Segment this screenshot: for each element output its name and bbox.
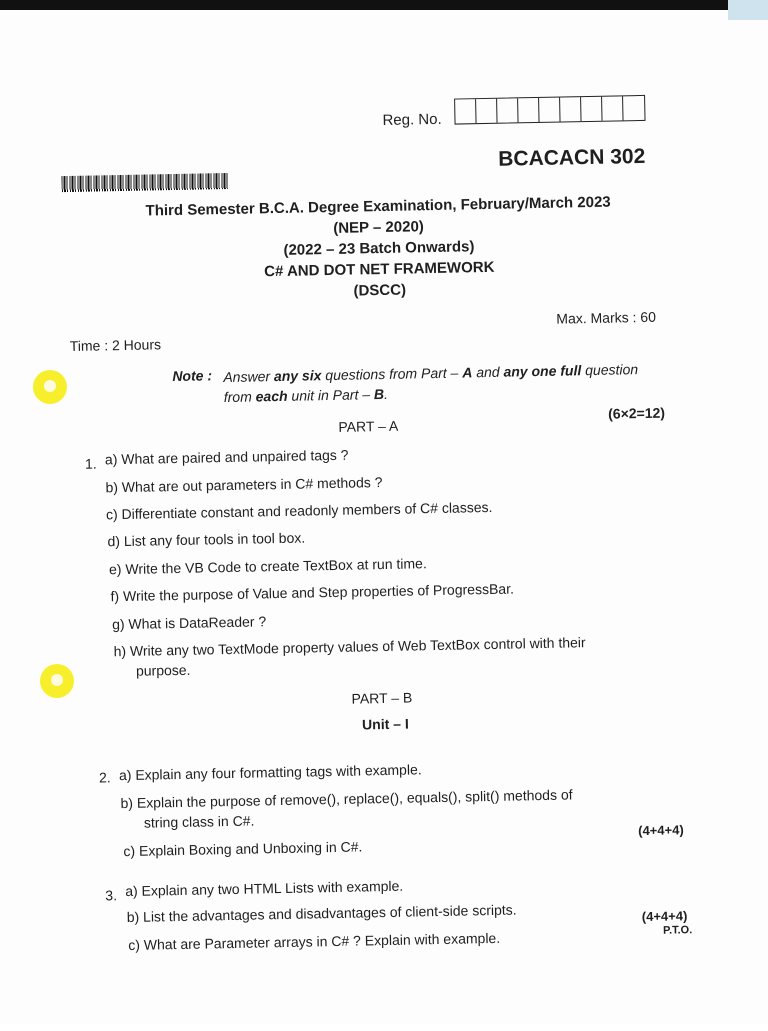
- note-line-1: Answer any six questions from Part – A and any one full question: [223, 361, 639, 386]
- reg-no-label: Reg. No.: [382, 110, 442, 129]
- unit-title: Unit – I: [361, 715, 409, 733]
- part-a-title: PART – A: [338, 417, 399, 435]
- time-allowed: Time : 2 Hours: [69, 336, 162, 355]
- question-item: c) Differentiate constant and readonly members of C# classes.: [105, 498, 493, 523]
- max-marks: Max. Marks : 60: [556, 308, 657, 327]
- part-a-marks: (6×2=12): [608, 404, 666, 422]
- batch: (2022 – 23 Batch Onwards): [283, 238, 475, 259]
- question-item: h) Write any two TextMode property values of Web TextBox control with their: [113, 634, 586, 660]
- exam-title: Third Semester B.C.A. Degree Examination, February/March 2023: [145, 193, 611, 220]
- reg-no-boxes: [454, 95, 645, 125]
- question-number: 1.: [84, 455, 97, 472]
- reg-no-box: [623, 96, 644, 120]
- question-item: c) Explain Boxing and Unboxing in C#.: [123, 838, 363, 860]
- pto-label: P.T.O.: [662, 924, 693, 937]
- question-item: a) Explain any two HTML Lists with example.: [125, 877, 404, 900]
- question-item: e) Write the VB Code to create TextBox at run time.: [108, 555, 427, 578]
- reg-no-box: [518, 98, 539, 122]
- question-item: f) Write the purpose of Value and Step properties of ProgressBar.: [110, 580, 515, 605]
- subject-title: C# AND DOT NET FRAMEWORK: [264, 258, 495, 281]
- note-label: Note :: [172, 367, 213, 385]
- question-item: b) Explain the purpose of remove(), replace(), equals(), split() methods of: [120, 786, 573, 812]
- question-item: b) What are out parameters in C# methods ?: [105, 474, 383, 496]
- reg-no-box: [539, 98, 560, 122]
- note-text: [223, 359, 638, 407]
- question-marks: (4+4+4): [638, 822, 684, 839]
- reg-no-box: [602, 96, 623, 120]
- paper-type: (DSCC): [353, 281, 407, 300]
- part-b-title: PART – B: [351, 689, 413, 707]
- reg-no-box: [455, 99, 476, 123]
- question-item: a) Explain any four formatting tags with example.: [118, 761, 422, 784]
- question-number: 3.: [105, 887, 118, 904]
- barcode: [61, 173, 227, 192]
- scheme: (NEP – 2020): [333, 218, 424, 237]
- question-item-continued: string class in C#.: [143, 812, 255, 831]
- note-line-2: from each unit in Part – B.: [223, 385, 389, 406]
- reg-no-box: [476, 99, 497, 123]
- question-number: 2.: [98, 769, 111, 786]
- reg-no-box: [581, 97, 602, 121]
- question-item: b) List the advantages and disadvantages of client-side scripts.: [126, 901, 517, 926]
- exam-header: [0, 189, 764, 309]
- reg-no-box: [497, 98, 518, 122]
- question-marks: (4+4+4): [641, 908, 688, 925]
- reg-no-box: [560, 97, 581, 121]
- question-item: g) What is DataReader ?: [111, 613, 267, 633]
- paper-code: BCACACN 302: [498, 144, 646, 171]
- question-item: a) What are paired and unpaired tags ?: [104, 446, 349, 468]
- question-item: c) What are Parameter arrays in C# ? Explain with example.: [128, 929, 501, 953]
- question-item-continued: purpose.: [135, 661, 191, 679]
- question-item: d) List any four tools in tool box.: [107, 529, 306, 550]
